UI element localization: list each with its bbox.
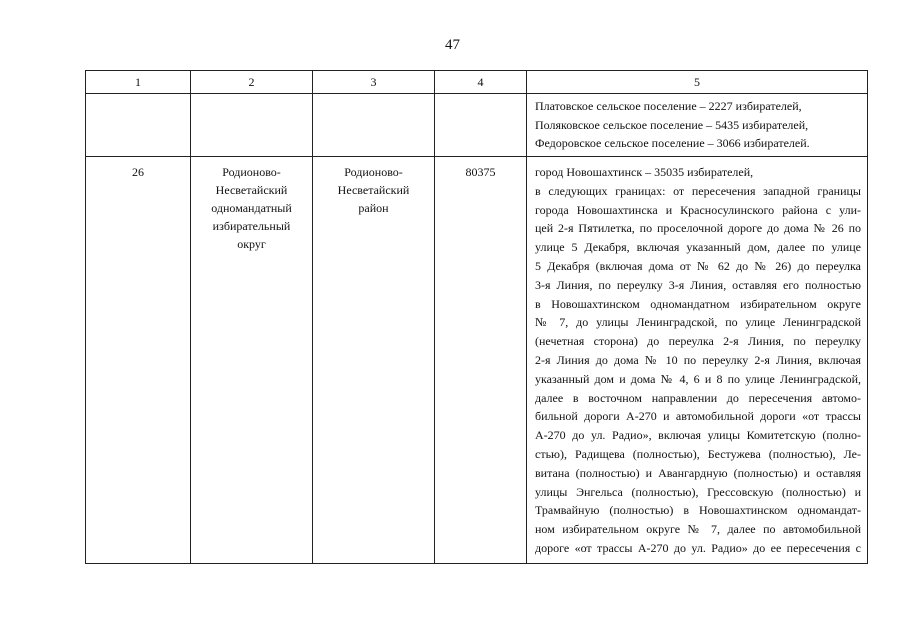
description-line: № 7, до улицы Ленинградской, по улице Ленинградской [535,315,861,330]
description-line: далее в восточном направлении до пересечения автомо- [535,390,861,405]
district-table [85,70,868,564]
district-name-cell [191,157,313,564]
header-cell-3: 3 [313,71,435,94]
description-line: города Новошахтинска и Красносулинского района с ули- [535,202,861,217]
voters-cell [435,157,527,564]
description-line: город Новошахтинск – 35035 избирателей, [535,165,754,179]
description-line: стью), Радищева (полностью), Бестужева (полностью), Ле- [535,446,861,461]
continuation-line: Федоровское сельское поселение – 3066 избирателей. [535,136,810,150]
area-line: Родионово- [344,165,403,179]
description-line: в следующих границах: от пересечения западной границы [535,183,861,198]
description-text [527,157,867,558]
district-row [86,157,868,564]
description-line: бильной дороги А-270 и автомобильной дороги «от трассы [535,409,861,424]
empty-cell [435,94,527,157]
description-line: 5 Декабря (включая дома от № 62 до № 26) до переулка [535,258,861,273]
description-line: ном избирательном округе № 7, далее по автомобильной [535,522,861,537]
area-cell [313,157,435,564]
header-cell-4: 4 [435,71,527,94]
district-name-line: округ [237,237,266,251]
row-number: 26 [132,165,144,179]
description-line: указанный дом и дома № 4, 6 и 8 по улице Ленинградской, [535,371,861,386]
row-number-cell [86,157,191,564]
voters-count: 80375 [465,165,496,179]
description-cell [527,157,868,564]
area-line: Несветайский [337,183,410,197]
description-line: Трамвайную (полностью) в Новошахтинском одномандат- [535,503,861,518]
header-cell-5: 5 [527,71,868,94]
district-name-line: избирательный [212,219,291,233]
continuation-line: Поляковское сельское поселение – 5435 избирателей, [535,117,809,132]
district-name-line: Родионово- [222,165,281,179]
continuation-text-cell [527,94,868,157]
district-name-line: одномандатный [211,201,292,215]
description-line: дороге «от трассы А-270 до ул. Радио» до ее пересечения с [535,540,861,555]
description-line: цей 2-я Пятилетка, по проселочной дороге до дома № 26 по [535,221,861,236]
description-line: 2-я Линия до дома № 10 по переулку 2-я Линия, включая [535,352,861,367]
header-cell-1: 1 [86,71,191,94]
empty-cell [313,94,435,157]
description-line: в Новошахтинском одномандатном избирательном округе [535,296,861,311]
district-name-line: Несветайский [215,183,288,197]
description-line: улицы Энгельса (полностью), Грессовскую (полностью) и [535,484,861,499]
header-cell-2: 2 [191,71,313,94]
area-line: район [358,201,389,215]
description-line: витана (полностью) и Авангардную (полностью) и оставляя [535,465,861,480]
description-line: 3-я Линия, по переулку 3-я Линия, оставляя его полностью [535,277,861,292]
empty-cell [86,94,191,157]
description-line: А-270 до ул. Радио», включая улицы Комитетскую (полно- [535,428,861,443]
empty-cell [191,94,313,157]
page-number: 47 [445,37,460,53]
description-line: (нечетная сторона) до переулка 2-я Линия, по переулку [535,334,861,349]
continuation-line: Платовское сельское поселение – 2227 избирателей, [535,99,802,113]
description-line: улице 5 Декабря, включая указанный дом, далее по улице [535,240,861,255]
table-header-row [86,71,868,94]
continuation-row [86,94,868,157]
